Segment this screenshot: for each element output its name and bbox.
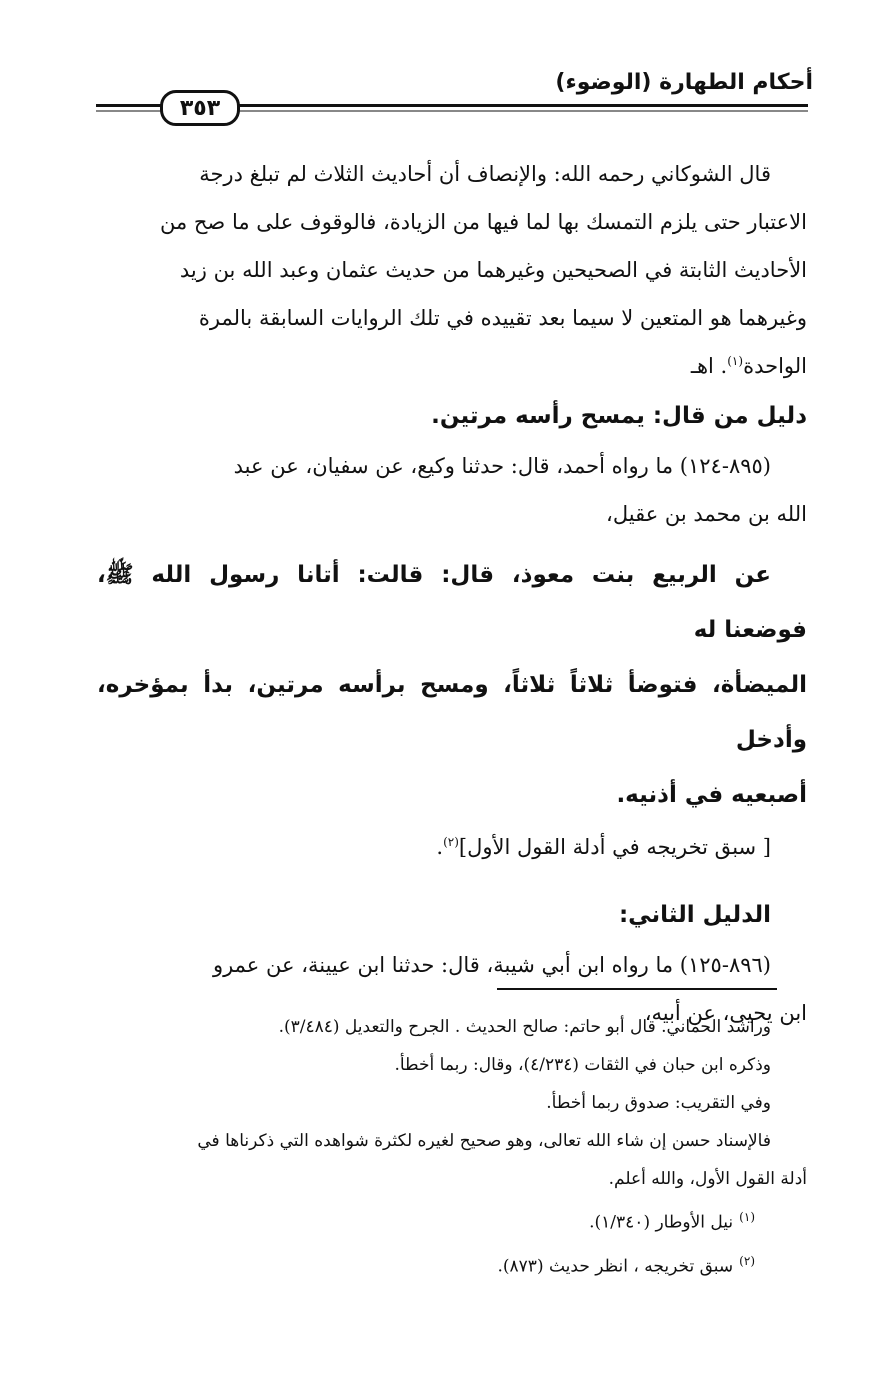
takhrij-note bbox=[97, 823, 807, 871]
text-line: قال الشوكاني رحمه الله: والإنصاف أن أحاديث الثلاث لم تبلغ درجة bbox=[199, 162, 771, 186]
section-heading-2: الدليل الثاني: bbox=[618, 902, 771, 928]
running-header-title: أحكام الطهارة (الوضوء) bbox=[555, 70, 813, 95]
footnotes bbox=[97, 1008, 807, 1285]
text-line: وغيرهما هو المتعين لا سيما بعد تقييده في تلك الروايات السابقة بالمرة bbox=[198, 306, 807, 330]
footnote-text: نيل الأوطار (١/٣٤٠). bbox=[589, 1212, 734, 1233]
text-line: الله بن محمد بن عقيل، bbox=[606, 502, 807, 526]
section-heading-1: دليل من قال: يمسح رأسه مرتين. bbox=[431, 403, 807, 429]
text-line: الاعتبار حتى يلزم التمسك بها لما فيها من الزيادة، فالوقوف على ما صح من bbox=[159, 210, 807, 234]
footnote-line: أدلة القول الأول، والله أعلم. bbox=[608, 1169, 807, 1189]
text-line: (٨٩٥-١٢٤) ما رواه أحمد، قال: حدثنا وكيع، عن سفيان، عن عبد bbox=[233, 454, 771, 478]
footnote-line: وفي التقريب: صدوق ربما أخطأ. bbox=[546, 1093, 771, 1113]
text-line: (٨٩٦-١٢٥) ما رواه ابن أبي شيبة، قال: حدثنا ابن عيينة، عن عمرو bbox=[212, 953, 771, 977]
text-line: الأحاديث الثابتة في الصحيحين وغيرهما من حديث عثمان وعبد الله بن زيد bbox=[179, 258, 807, 282]
footnote-text: سبق تخريجه ، انظر حديث (٨٧٣). bbox=[497, 1256, 734, 1277]
text-fragment: . bbox=[436, 835, 444, 859]
footnote-number: (٢) bbox=[739, 1253, 755, 1268]
footnote-ref-2: (٢) bbox=[443, 835, 459, 849]
footnote-1 bbox=[97, 1198, 807, 1242]
hadith-text-line: عن الربيع بنت معوذ، قال: قالت: أتانا رسول الله ﷺ، فوضعنا له bbox=[97, 562, 807, 643]
footnote-line: وراشد الحماني. قال أبو حاتم: صالح الحديث . الجرح والتعديل (٣/٤٨٤). bbox=[278, 1017, 771, 1037]
text-fragment: [ سبق تخريجه في أدلة القول الأول] bbox=[458, 835, 771, 859]
main-text bbox=[97, 150, 807, 1037]
page-number: ٣٥٣ bbox=[160, 90, 240, 126]
hadith-text-line: أصبعيه في أذنيه. bbox=[616, 782, 807, 808]
text-fragment: . اهـ bbox=[690, 354, 728, 378]
text-line: ابن يحيى، عن أبيه، bbox=[644, 1001, 807, 1025]
text-line-last bbox=[97, 342, 807, 390]
footnote-ref-1: (١) bbox=[727, 354, 744, 368]
footnote-line: وذكره ابن حبان في الثقات (٤/٢٣٤)، وقال: ربما أخطأ. bbox=[394, 1055, 771, 1075]
footnote-line: فالإسناد حسن إن شاء الله تعالى، وهو صحيح لغيره لكثرة شواهده التي ذكرناها في bbox=[197, 1131, 771, 1151]
footnote-separator bbox=[497, 988, 777, 990]
hadith-text-line: الميضأة، فتوضأ ثلاثاً ثلاثاً، ومسح برأسه مرتين، بدأ بمؤخره، وأدخل bbox=[97, 672, 807, 753]
footnote-2 bbox=[97, 1242, 807, 1286]
text-fragment: الواحدة bbox=[743, 354, 807, 378]
footnote-number: (١) bbox=[739, 1210, 755, 1224]
